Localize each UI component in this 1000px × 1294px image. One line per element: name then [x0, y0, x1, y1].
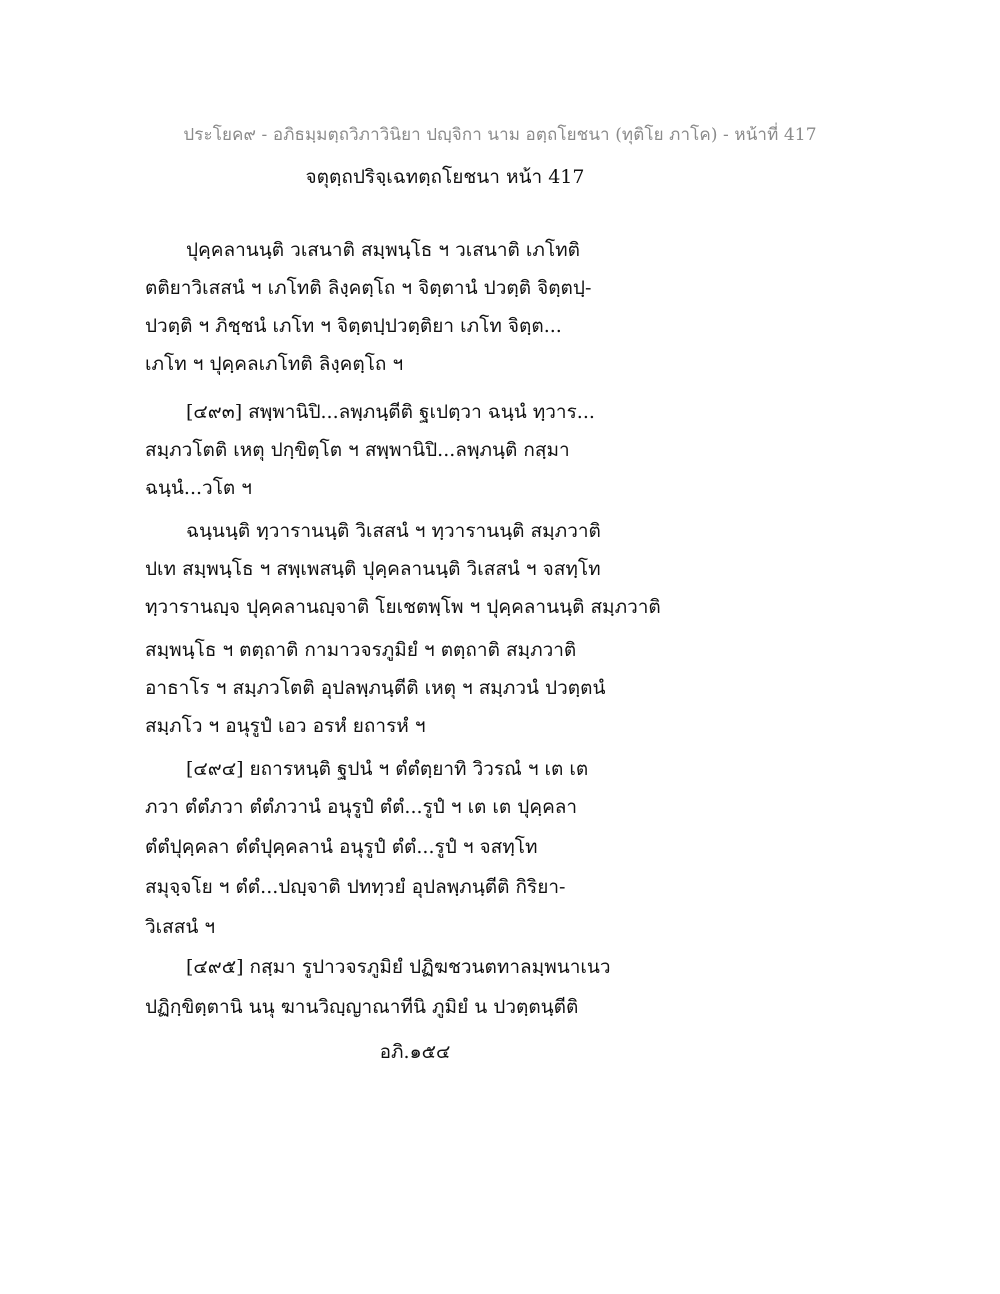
text-line: ปวตฺติ ฯ ภิชฺชนํ เภโท ฯ จิตฺตปฺปวตฺติยา เภโท จิตฺต... [145, 315, 562, 337]
text-line: ตํตํปุคฺคลา ตํตํปุคฺคลานํ อนุรูปํ ตํตํ...รูปํ ฯ จสทฺโท [145, 836, 538, 858]
text-line: ตติยาวิเสสนํ ฯ เภโทติ ลิงฺคตฺโถ ฯ จิตฺตานํ ปวตฺติ จิตฺตปฺ- [145, 277, 592, 299]
text-line: ภวา ตํตํภวา ตํตํภวานํ อนุรูปํ ตํตํ...รูปํ ฯ เต เต ปุคฺคลา [145, 796, 578, 818]
text-line: สมฺภโว ฯ อนุรูปํ เอว อรหํ ยถารหํ ฯ [145, 715, 426, 737]
text-line: ทฺวารานญฺจ ปุคฺคลานญฺจาติ โยเชตพฺโพ ฯ ปุคฺคลานนฺติ สมฺภวาติ [145, 596, 661, 618]
text-line: ฉนฺนนฺติ ทฺวารานนฺติ วิเสสนํ ฯ ทฺวารานนฺติ สมฺภวาติ [186, 520, 601, 542]
text-line: [๔๙๕] กสฺมา รูปาวจรภูมิยํ ปฏิฆชวนตทาลมฺพนาเนว [186, 956, 611, 978]
page-marker: อภิ.๑๕๔ [379, 1041, 451, 1063]
text-line: [๔๙๓] สพฺพานิปิ...ลพฺภนฺตีติ ฐเปตฺวา ฉนฺนํ ทฺวาร... [186, 401, 595, 423]
text-line: สมฺภวโตติ เหตุ ปกฺขิตฺโต ฯ สพฺพานิปิ...ลพฺภนฺติ กสฺมา [145, 439, 570, 461]
text-line: ฉนฺนํ...วโต ฯ [145, 477, 252, 499]
text-line: ปฏิกฺขิตฺตานิ นนุ ฆานวิญฺญาณาทีนิ ภูมิยํ น ปวตฺตนฺตีติ [145, 996, 579, 1018]
text-line: สมุจฺจโย ฯ ตํตํ...ปญฺจาติ ปททฺวยํ อุปลพฺภนฺตีติ กิริยา- [145, 876, 566, 898]
text-line: ปุคฺคลานนฺติ วเสนาติ สมฺพนฺโธ ฯ วเสนาติ เภโทติ [186, 239, 581, 261]
page-subtitle: จตุตฺถปริจฺเฉทตฺถโยชนา หน้า 417 [305, 166, 585, 188]
text-line: เภโท ฯ ปุคฺคลเภโทติ ลิงฺคตฺโถ ฯ [145, 353, 404, 375]
text-line: อาธาโร ฯ สมฺภวโตติ อุปลพฺภนฺตีติ เหตุ ฯ สมฺภวนํ ปวตฺตนํ [145, 677, 606, 699]
running-header: ประโยค๙ - อภิธมฺมตฺถวิภาวินิยา ปญฺจิกา นาม อตฺถโยชนา (ทุติโย ภาโค) - หน้าที่ 417 [183, 125, 817, 145]
text-line: วิเสสนํ ฯ [145, 916, 216, 938]
text-line: [๔๙๔] ยถารหนฺติ ฐปนํ ฯ ตํตํตฺยาทิ วิวรณํ ฯ เต เต [186, 758, 589, 780]
text-line: สมฺพนฺโธ ฯ ตตฺถาติ กามาวจรภูมิยํ ฯ ตตฺถาติ สมฺภวาติ [145, 639, 577, 661]
text-line: ปเท สมฺพนฺโธ ฯ สพฺเพสนฺติ ปุคฺคลานนฺติ วิเสสนํ ฯ จสทฺโท [145, 558, 601, 580]
